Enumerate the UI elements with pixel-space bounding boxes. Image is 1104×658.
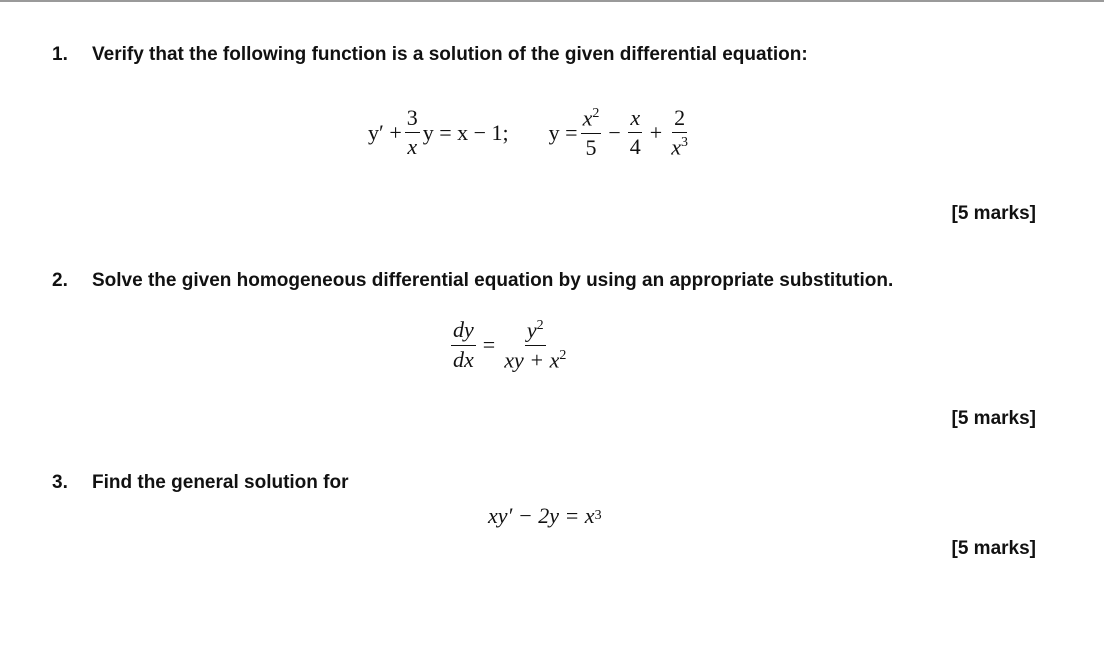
fraction-denominator: $x^3$	[671, 134, 688, 160]
fraction-numerator: 3	[405, 106, 420, 133]
equation-body: xy′ − 2y = x	[488, 503, 595, 528]
question-text: Solve the given homogeneous differential equation by using an appropriate substitution.	[92, 270, 894, 291]
question-text: Find the general solution for	[92, 472, 349, 493]
fraction-3-over-x	[405, 106, 420, 159]
question-number: 1.	[52, 44, 68, 65]
question-number: 2.	[52, 270, 68, 291]
top-rule	[0, 0, 1104, 2]
fraction-numerator: x	[628, 106, 642, 133]
question-2-equation	[448, 318, 571, 372]
eq-lhs-end: y = x − 1;	[422, 119, 509, 145]
question-1-equation	[368, 106, 693, 160]
equation-exponent: 3	[594, 508, 602, 523]
question-number: 3.	[52, 472, 68, 493]
eq-y-equals: y =	[548, 119, 578, 145]
minus-sign: −	[608, 119, 621, 145]
question-1	[52, 44, 808, 66]
eq-lhs-start: y′ +	[368, 119, 402, 145]
question-3-marks: [5 marks]	[951, 538, 1036, 559]
fraction-denominator: x	[407, 134, 418, 160]
question-3-equation	[488, 503, 602, 529]
fraction-dy-dx	[451, 318, 476, 371]
fraction-x-over-4	[628, 106, 643, 159]
fraction-y2-over-xy-plus-x2	[502, 318, 568, 372]
plus-sign: +	[649, 119, 663, 145]
fraction-denominator: 4	[629, 134, 641, 160]
fraction-x2-over-5	[581, 106, 602, 160]
question-2-marks: [5 marks]	[951, 408, 1036, 429]
question-2	[52, 270, 893, 292]
fraction-numerator: dy	[451, 318, 476, 345]
fraction-2-over-x3	[669, 106, 690, 160]
fraction-numerator: $y^2$	[525, 318, 546, 346]
fraction-denominator: xy + $x^2$	[504, 346, 567, 372]
fraction-numerator: $x^2$	[581, 106, 602, 134]
question-text: Verify that the following function is a solution of the given differential equation:	[92, 44, 808, 65]
question-3	[52, 472, 349, 494]
equals-sign: =	[482, 332, 496, 358]
fraction-denominator: dx	[453, 346, 474, 372]
question-1-marks: [5 marks]	[951, 203, 1036, 224]
fraction-denominator: 5	[585, 134, 597, 160]
fraction-numerator: 2	[672, 106, 687, 133]
